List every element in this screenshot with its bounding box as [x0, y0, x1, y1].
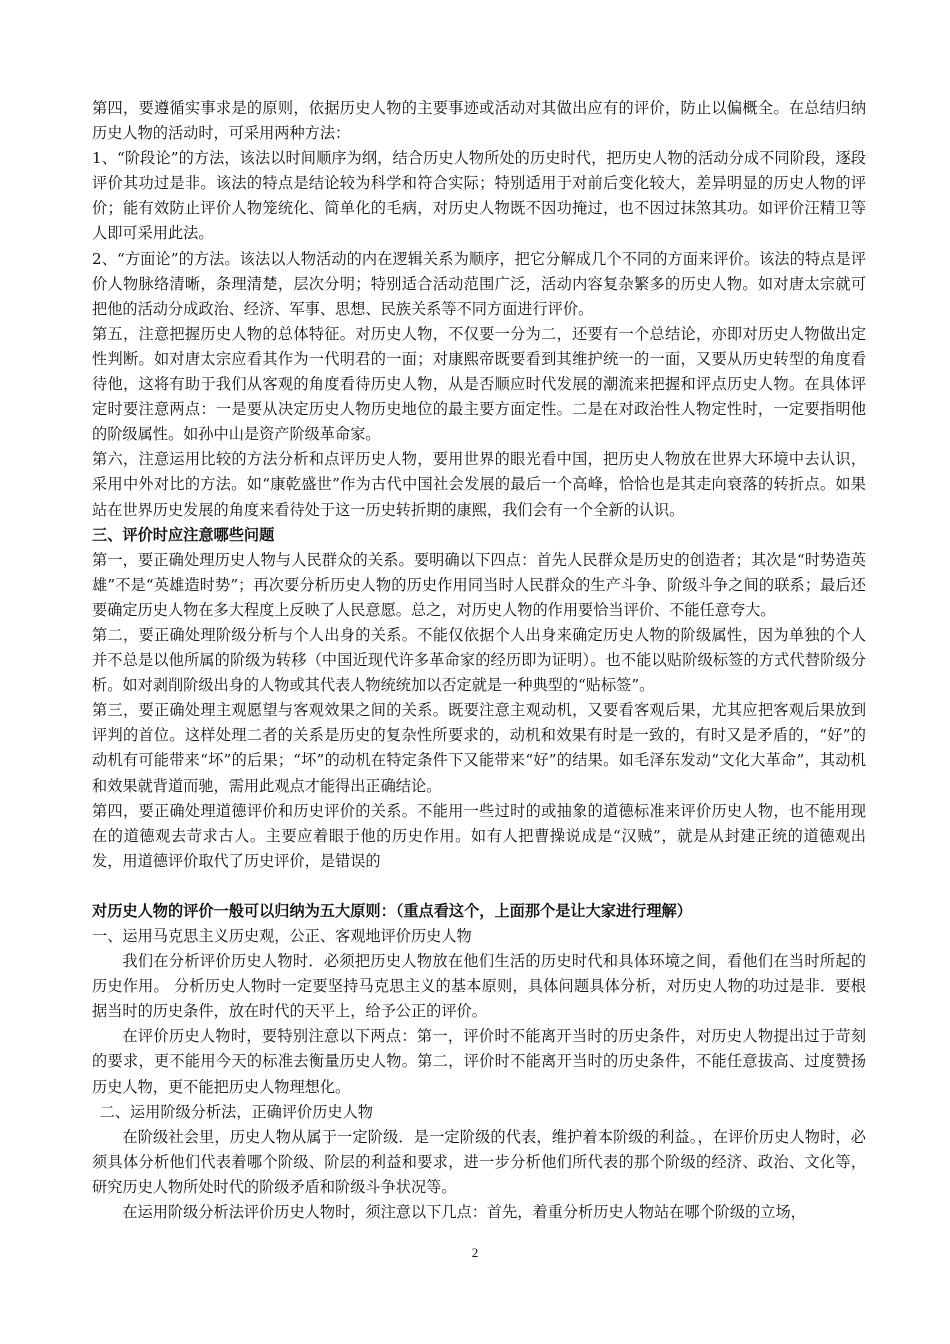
section-heading-five-principles: 对历史人物的评价一般可以归纳为五大原则：（重点看这个，上面那个是让大家进行理解） — [92, 901, 692, 920]
paragraph-issue-two: 第二，要正确处理阶级分析与个人出身的关系。不能仅依据个人出身来确定历史人物的阶级属性，因为单独的个人并不总是以他所属的阶级为转移（中国近现代许多革命家的经历即为证明）。也不能以贴阶级标签的方式代替阶级分析。如对剥削阶级出身的人物或其代表人物统统加以否定就是一种典型的“贴标签”。 — [92, 625, 866, 695]
paragraph-issue-three: 第三，要正确处理主观愿望与客观效果之间的关系。既要注意主观动机，又要看客观后果，尤其应把客观后果放到评判的首位。这样处理二者的关系是历史的复杂性所要求的，动机和效果有时是一致的，有时又是矛盾的，“好”的动机有可能带来“坏”的后果；“坏”的动机在特定条件下又能带来“好”的结果。如毛泽东发动“文化大革命”，其动机和效果就背道而驰，需用此观点才能得出正确结论。 — [92, 701, 866, 795]
paragraph-principle-four: 第四，要遵循实事求是的原则，依据历史人物的主要事迹或活动对其做出应有的评价，防止以偏概全。在总结归纳历史人物的活动时，可采用两种方法： — [92, 99, 866, 143]
paragraph-class-method-points: 在运用阶级分析法评价历史人物时，须注意以下几点：首先，着重分析历史人物站在哪个阶级的立场， — [122, 1203, 806, 1222]
subheading-class-analysis: 二、运用阶级分析法，正确评价历史人物 — [99, 1102, 373, 1121]
blank-line — [92, 874, 866, 899]
page-number: 2 — [471, 1245, 479, 1260]
paragraph-principle-six: 第六，注意运用比较的方法分析和点评历史人物，要用世界的眼光看中国，把历史人物放在世界大环境中去认识，采用中外对比的方法。如“康乾盛世”作为古代中国社会发展的最后一个高峰，恰恰也是其走向衰落的转折点。如果站在世界历史发展的角度来看待处于这一历史转折期的康熙，我们会有一个全新的认识。 — [92, 450, 866, 519]
document-body — [92, 96, 866, 1225]
paragraph-stage-method: 1、“阶段论”的方法，该法以时间顺序为纲，结合历史人物所处的历史时代，把历史人物的活动分成不同阶段，逐段评价其功过是非。该法的特点是结论较为科学和符合实际；特别适用于对前后变化较大，差异明显的历史人物的评价；能有效防止评价人物笼统化、简单化的毛病，对历史人物既不因功掩过，也不因过抹煞其功。如评价汪精卫等人即可采用此法。 — [92, 149, 866, 243]
paragraph-principle-five: 第五，注意把握历史人物的总体特征。对历史人物，不仅要一分为二，还要有一个总结论，亦即对历史人物做出定性判断。如对唐太宗应看其作为一代明君的一面；对康熙帝既要看到其维护统一的一面，又要从历史转型的角度看待他，这将有助于我们从客观的角度看待历史人物，从是否顺应时代发展的潮流来把握和评点历史人物。在具体评定时要注意两点：一是要从决定历史人物历史地位的最主要方面定性。二是在对政治性人物定性时，一定要指明他的阶级属性。如孙中山是资产阶级革命家。 — [92, 324, 866, 444]
paragraph-marxist-analysis: 我们在分析评价历史人物时．必须把历史人物放在他们生活的历史时代和具体环境之间，看他们在当时所起的历史作用。 分析历史人物时一定要坚持马克思主义的基本原则，具体问题具体分析，对历史人物的功过是非．要根据当时的历史条件，放在时代的天平上，给予公正的评价。 — [92, 952, 866, 1021]
paragraph-issue-four: 第四，要正确处理道德评价和历史评价的关系。不能用一些过时的或抽象的道德标准来评价历史人物，也不能用现在的道德观去苛求古人。主要应着眼于他的历史作用。如有人把曹操说成是“汉贼”，就是从封建正统的道德观出发，用道德评价取代了历史评价，是错误的 — [92, 801, 866, 870]
paragraph-issue-one: 第一，要正确处理历史人物与人民群众的关系。要明确以下四点：首先人民群众是历史的创造者；其次是“时势造英雄”不是“英雄造时势”；再次要分析历史人物的历史作用同当时人民群众的生产斗争、阶级斗争之间的联系；最后还要确定历史人物在多大程度上反映了人民意愿。总之，对历史人物的作用要恰当评价、不能任意夸大。 — [92, 550, 866, 619]
paragraph-two-points: 在评价历史人物时，要特别注意以下两点：第一，评价时不能离开当时的历史条件，对历史人物提出过于苛刻的要求，更不能用今天的标准去衡量历史人物。第二，评价时不能离开当时的历史条件，不能任意拔高、过度赞扬历史人物，更不能把历史人物理想化。 — [92, 1027, 866, 1096]
section-heading-issues: 三、评价时应注意哪些问题 — [92, 525, 275, 544]
paragraph-aspect-method: 2、“方面论”的方法。该法以人物活动的内在逻辑关系为顺序，把它分解成几个不同的方面来评价。该法的特点是评价人物脉络清晰，条理清楚，层次分明；特别适合活动范围广泛，活动内容复杂繁多的历史人物。如对唐太宗就可把他的活动分成政治、经济、军事、思想、民族关系等不同方面进行评价。 — [92, 249, 866, 318]
subheading-marxist-view: 一、运用马克思主义历史观，公正、客观地评价历史人物 — [92, 927, 472, 945]
paragraph-class-society: 在阶级社会里，历史人物从属于一定阶级．是一定阶级的代表，维护着本阶级的利益。，在评价历史人物时，必须具体分析他们代表着哪个阶级、阶层的利益和要求，进一步分析他们所代表的那个阶级的经济、政治、文化等，研究历史人物所处时代的阶级矛盾和阶级斗争状况等。 — [92, 1127, 866, 1196]
